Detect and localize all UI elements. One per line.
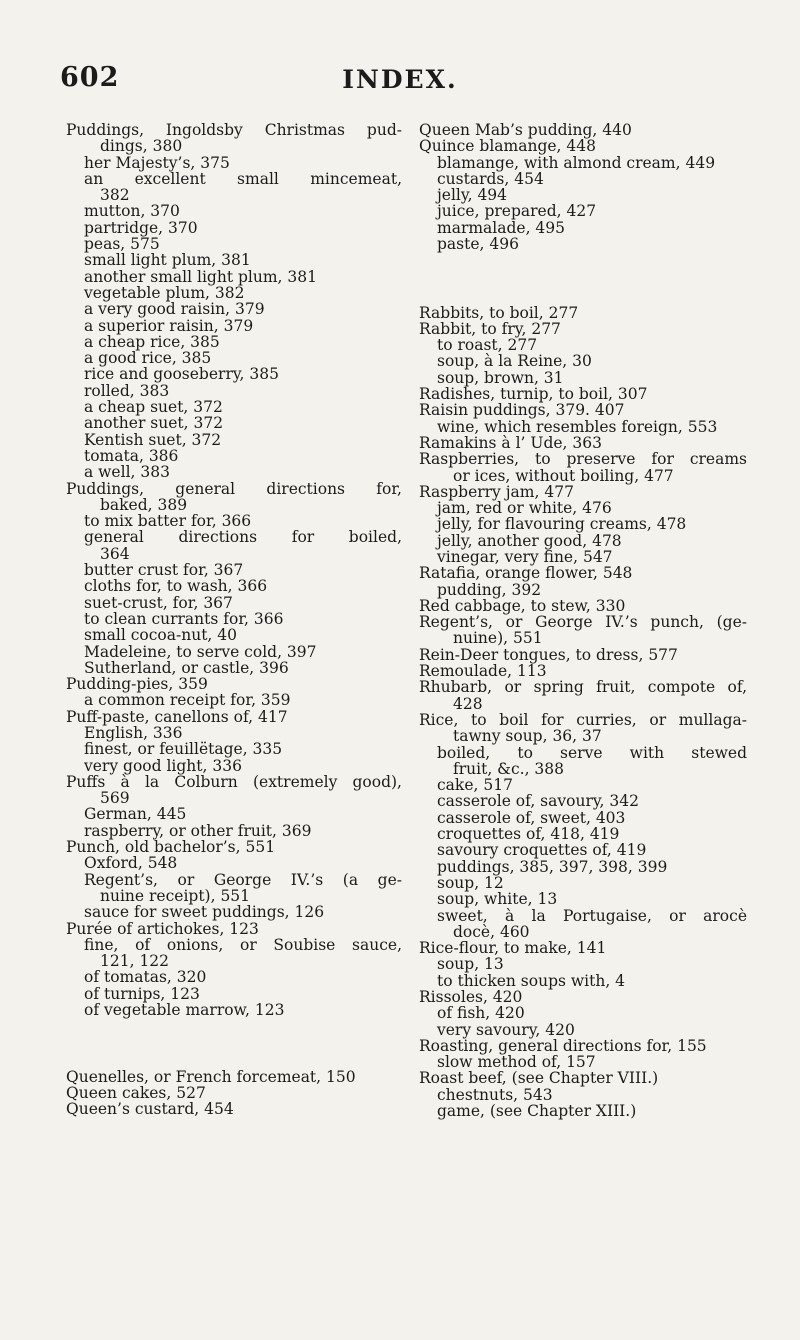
index-subentry: 569 [100, 789, 130, 808]
index-subentry: savoury croquettes of, 419 [437, 841, 647, 860]
index-entry: Pudding-pies, 359 [66, 675, 208, 694]
index-subentry: a cheap suet, 372 [84, 398, 223, 417]
index-subentry: a superior raisin, 379 [84, 316, 254, 335]
index-subentry: a very good raisin, 379 [84, 300, 265, 319]
index-subentry: fruit, &c., 388 [453, 759, 565, 778]
index-entry: Rissoles, 420 [419, 988, 523, 1006]
index-subentry: a cheap rice, 385 [84, 332, 220, 351]
index-entry: Ratafia, orange flower, 548 [419, 564, 633, 583]
index-subentry: tawny soup, 36, 37 [453, 727, 602, 746]
index-subentry: soup, à la Reine, 30 [437, 352, 592, 371]
index-entry: Remoulade, 113 [419, 662, 547, 681]
index-entry: Raspberry jam, 477 [419, 482, 574, 501]
index-entry: Roasting, general directions for, 155 [419, 1036, 707, 1055]
index-entry: Roast beef, (see Chapter VIII.) [419, 1069, 659, 1088]
index-entry: Queen Mab’s pudding, 440 [419, 121, 632, 139]
index-subentry: 121, 122 [100, 952, 170, 971]
index-subentry: jelly, for flavouring creams, 478 [437, 515, 687, 534]
index-subentry: puddings, 385, 397, 398, 399 [437, 857, 668, 876]
index-entry: Quince blamange, 448 [419, 137, 596, 156]
index-subentry: cake, 517 [437, 776, 513, 795]
index-subentry: jelly, 494 [437, 186, 508, 205]
index-subentry: Kentish suet, 372 [84, 430, 222, 449]
index-subentry: boiled, to serve with stewed [437, 743, 747, 762]
index-subentry: jam, red or white, 476 [437, 499, 612, 518]
index-subentry: rice and gooseberry, 385 [84, 365, 279, 384]
index-entry: Ramakins à l’ Ude, 363 [419, 433, 602, 452]
index-subentry: nuine), 551 [453, 629, 543, 648]
index-subentry: paste, 496 [437, 235, 519, 254]
index-subentry: a common receipt for, 359 [84, 691, 291, 710]
index-entry: Puddings, general directions for, [66, 479, 402, 498]
index-subentry: of tomatas, 320 [84, 968, 207, 987]
index-subentry: casserole of, savoury, 342 [437, 792, 639, 811]
index-subentry: small light plum, 381 [84, 251, 251, 270]
index-entry: Rice-flour, to make, 141 [419, 939, 607, 958]
index-entry: Puddings, Ingoldsby Christmas pud- [66, 121, 402, 139]
index-subentry: 382 [100, 186, 130, 205]
index-subentry: casserole of, sweet, 403 [437, 808, 626, 827]
index-subentry: English, 336 [84, 723, 183, 742]
index-entry: Queen’s custard, 454 [66, 1100, 234, 1119]
index-entry: Radishes, turnip, to boil, 307 [419, 385, 648, 404]
index-subentry: another small light plum, 381 [84, 267, 317, 286]
index-subentry: vegetable plum, 382 [84, 283, 245, 302]
index-subentry: docè, 460 [453, 922, 530, 941]
index-entry: Rabbit, to fry, 277 [419, 319, 561, 338]
index-subentry: peas, 575 [84, 235, 160, 254]
index-subentry: to mix batter for, 366 [84, 512, 252, 531]
index-subentry: chestnuts, 543 [437, 1085, 553, 1104]
index-entry: Punch, old bachelor’s, 551 [66, 838, 276, 857]
index-subentry: an excellent small mincemeat, [84, 169, 402, 188]
index-subentry: croquettes of, 418, 419 [437, 825, 620, 844]
index-entry: Queen cakes, 527 [66, 1084, 206, 1103]
index-entry: Purée of artichokes, 123 [66, 919, 259, 938]
index-subentry: juice, prepared, 427 [437, 202, 597, 221]
index-entry: Puff-paste, canellons of, 417 [66, 707, 288, 726]
index-subentry: to roast, 277 [437, 336, 538, 355]
index-subentry: wine, which resembles foreign, 553 [437, 417, 718, 436]
index-subentry: or ices, without boiling, 477 [453, 466, 674, 485]
index-subentry: 428 [453, 694, 483, 713]
index-subentry: butter crust for, 367 [84, 561, 244, 580]
index-entry: Rice, to boil for curries, or mullaga- [419, 710, 747, 729]
page-number: 602 [60, 62, 120, 93]
index-subentry: cloths for, to wash, 366 [84, 577, 268, 596]
index-entry: Rabbits, to boil, 277 [419, 303, 579, 322]
index-subentry: marmalade, 495 [437, 218, 566, 237]
index-entry: Quenelles, or French forcemeat, 150 [66, 1067, 356, 1086]
index-subentry: very good light, 336 [84, 756, 242, 775]
index-subentry: custards, 454 [437, 169, 544, 188]
index-subentry: of turnips, 123 [84, 984, 200, 1003]
index-subentry: small cocoa-nut, 40 [84, 626, 238, 645]
section-gap [66, 1018, 402, 1069]
index-entry: Rein-Deer tongues, to dress, 577 [419, 645, 678, 664]
index-subentry: dings, 380 [100, 137, 183, 156]
index-subentry: to clean currants for, 366 [84, 609, 284, 628]
index-subentry: soup, 12 [437, 873, 504, 892]
index-entry: Raisin puddings, 379. 407 [419, 401, 625, 420]
index-subentry: tomata, 386 [84, 446, 179, 465]
index-subentry: fine, of onions, or Soubise sauce, [84, 935, 402, 954]
index-subentry: of fish, 420 [437, 1004, 525, 1023]
index-subentry: to thicken soups with, 4 [437, 971, 626, 990]
index-subentry: soup, white, 13 [437, 890, 558, 909]
index-column-right [419, 122, 747, 1119]
index-subentry: Oxford, 548 [84, 854, 178, 873]
index-subentry: sweet, à la Portugaise, or arocè [437, 906, 747, 925]
index-subentry: finest, or feuillëtage, 335 [84, 740, 283, 759]
index-entry: Puffs à la Colburn (extremely good), [66, 772, 402, 791]
index-column-left [66, 122, 402, 1118]
index-subentry: game, (see Chapter XIII.) [437, 1102, 637, 1121]
index-subentry: blamange, with almond cream, 449 [437, 153, 716, 172]
index-subentry: pudding, 392 [437, 580, 542, 599]
index-subentry: another suet, 372 [84, 414, 224, 433]
index-subentry: Sutherland, or castle, 396 [84, 658, 289, 677]
index-subentry: raspberry, or other fruit, 369 [84, 821, 312, 840]
index-subentry: 364 [100, 544, 130, 563]
index-subentry: her Majesty’s, 375 [84, 153, 230, 172]
index-subentry: partridge, 370 [84, 218, 198, 237]
index-subentry: soup, brown, 31 [437, 368, 564, 387]
index-subentry: jelly, another good, 478 [437, 531, 622, 550]
index-subentry: slow method of, 157 [437, 1053, 596, 1072]
index-subentry: a well, 383 [84, 463, 170, 482]
index-subentry: suet-crust, for, 367 [84, 593, 233, 612]
index-subentry: vinegar, very fine, 547 [437, 547, 613, 566]
index-subentry: soup, 13 [437, 955, 504, 974]
index-subentry: general directions for boiled, [84, 528, 402, 547]
index-subentry: rolled, 383 [84, 381, 170, 400]
index-subentry: nuine receipt), 551 [100, 886, 251, 905]
index-entry: Regent’s, or George IV.’s punch, (ge- [419, 613, 747, 632]
page-title: INDEX. [342, 65, 458, 94]
index-entry: Red cabbage, to stew, 330 [419, 596, 626, 615]
index-subentry: a good rice, 385 [84, 349, 212, 368]
index-subentry: sauce for sweet puddings, 126 [84, 903, 325, 922]
index-subentry: mutton, 370 [84, 202, 180, 221]
index-entry: Raspberries, to preserve for creams [419, 450, 747, 469]
index-entry: Rhubarb, or spring fruit, compote of, [419, 678, 747, 697]
index-subentry: very savoury, 420 [437, 1020, 575, 1039]
index-subentry: Madeleine, to serve cold, 397 [84, 642, 317, 661]
page-header [0, 62, 800, 106]
index-subentry: baked, 389 [100, 495, 188, 514]
index-subentry: of vegetable marrow, 123 [84, 1001, 285, 1020]
index-subentry: Regent’s, or George IV.’s (a ge- [84, 870, 402, 889]
index-subentry: German, 445 [84, 805, 187, 824]
section-gap [419, 252, 747, 304]
